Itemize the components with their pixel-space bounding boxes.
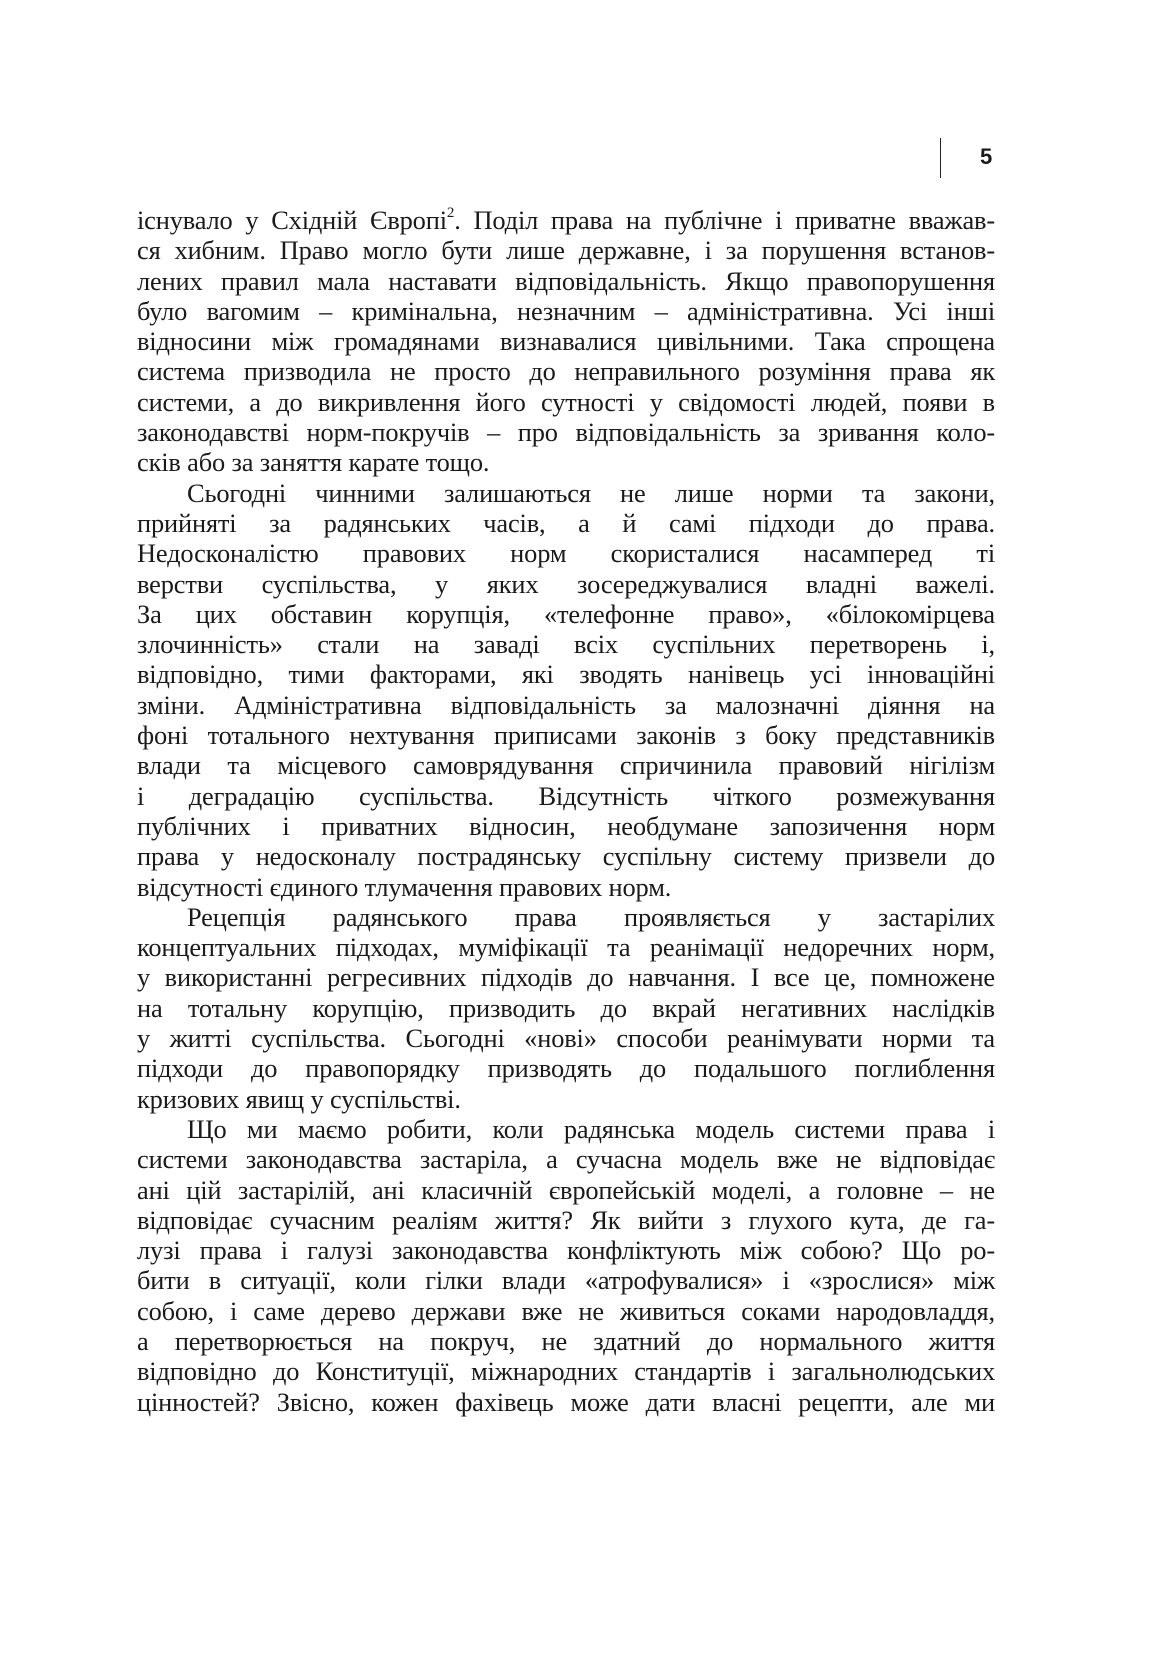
- body-text: [137, 205, 995, 1417]
- paragraph: [137, 902, 995, 1114]
- text-line: верстви суспільства, у яких зосереджувалися владні важелі.: [137, 568, 995, 599]
- text-line: лузі права і галузі законодавства конфліктують між собою? Що ро-: [137, 1235, 995, 1266]
- text-line: кризових явищ у суспільстві.: [137, 1083, 461, 1114]
- text-line: бити в ситуації, коли гілки влади «атрофувалися» і «зрослися» між: [137, 1265, 995, 1296]
- text-line: публічних і приватних відносин, необдумане запозичення норм: [137, 810, 995, 841]
- text-line: лених правил мала наставати відповідальність. Якщо правопорушення: [137, 265, 995, 296]
- text-line: у використанні регресивних підходів до навчання. І все це, помножене: [137, 962, 995, 993]
- text-line: За цих обставин корупція, «телефонне право», «білокомірцева: [137, 598, 995, 629]
- text-line: влади та місцевого самоврядування спричинила правовий нігілізм: [137, 750, 995, 781]
- text-line: фоні тотального нехтування приписами законів з боку представників: [137, 720, 995, 751]
- page-number: 5: [980, 144, 993, 169]
- text-line: система призводила не просто до неправильного розуміння права як: [137, 356, 995, 387]
- page-header: [940, 138, 1060, 178]
- text-line: цінностей? Звісно, кожен фахівець може дати власні рецепти, але ми: [137, 1386, 995, 1417]
- text-line: відповідно до Конституції, міжнародних стандартів і загальнолюдських: [137, 1356, 995, 1387]
- text-line: а перетворюється на покруч, не здатний до нормального життя: [137, 1325, 995, 1356]
- text-line: права у недосконалу пострадянську суспільну систему призвели до: [137, 841, 995, 872]
- text-line: ся хибним. Право могло бути лише державне, і за порушення встанов-: [137, 235, 995, 266]
- text-line: Сьогодні чинними залишаються не лише норми та закони,: [187, 477, 995, 508]
- paragraph: [137, 1114, 995, 1417]
- text-line: відповідає сучасним реаліям життя? Як вийти з глухого кута, де га-: [137, 1204, 995, 1235]
- text-line: прийняті за радянських часів, а й самі підходи до права.: [137, 507, 995, 538]
- paragraph: [137, 205, 995, 478]
- text-line: Що ми маємо робити, коли радянська модель системи права і: [187, 1113, 995, 1144]
- text-line: підходи до правопорядку призводять до подальшого поглиблення: [137, 1053, 995, 1084]
- header-divider: [940, 138, 941, 178]
- text-line: було вагомим – кримінальна, незначним – адміністративна. Усі інші: [137, 295, 995, 326]
- text-line: на тотальну корупцію, призводить до вкрай негативних наслідків: [137, 992, 995, 1023]
- text-line: Недосконалістю правових норм скористалися насамперед ті: [137, 538, 995, 569]
- footnote-ref[interactable]: 2: [446, 205, 455, 222]
- text-line: законодавстві норм-покручів – про відповідальність за зривання коло-: [137, 417, 995, 448]
- text-line: системи, а до викривлення його сутності у свідомості людей, появи в: [137, 386, 995, 417]
- text-line: зміни. Адміністративна відповідальність за малозначні діяння на: [137, 689, 995, 720]
- text-line: існувало у Східній Європі$^2$. Поділ права на публічне і приватне вважав-: [137, 205, 995, 235]
- text-line: злочинність» стали на заваді всіх суспільних перетворень і,: [137, 629, 995, 660]
- text-line: відповідно, тими факторами, які зводять нанівець усі інноваційні: [137, 659, 995, 690]
- text-line: відсутності єдиного тлумачення правових норм.: [137, 871, 672, 902]
- text-line: сків або за заняття карате тощо.: [137, 447, 490, 478]
- text-line: собою, і саме дерево держави вже не живиться соками народовладдя,: [137, 1295, 995, 1326]
- text-line: відносини між громадянами визнавалися цивільними. Така спрощена: [137, 326, 995, 357]
- text-line: у житті суспільства. Сьогодні «нові» способи реанімувати норми та: [137, 1023, 995, 1054]
- text-line: Рецепція радянського права проявляється у застарілих: [187, 901, 995, 932]
- text-line: концептуальних підходах, муміфікації та реанімації недоречних норм,: [137, 932, 995, 963]
- text-line: і деградацію суспільства. Відсутність чіткого розмежування: [137, 780, 995, 811]
- text-line: системи законодавства застаріла, а сучасна модель вже не відповідає: [137, 1144, 995, 1175]
- text-line: ані цій застарілій, ані класичній європейській моделі, а головне – не: [137, 1174, 995, 1205]
- paragraph: [137, 478, 995, 902]
